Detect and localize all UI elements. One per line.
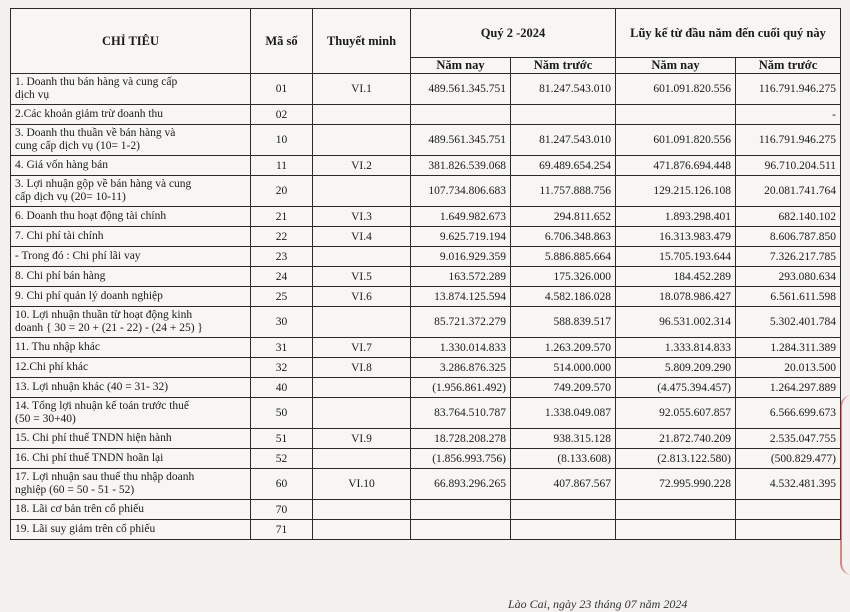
row-label-line: 9. Chi phí quản lý doanh nghiệp [15,290,163,302]
row-note: VI.7 [313,338,411,358]
table-row [11,469,841,500]
row-note: VI.10 [313,469,411,500]
row-note: VI.2 [313,156,411,176]
table-row [11,247,841,267]
row-label [11,449,251,469]
row-note [313,125,411,156]
row-label-line: 3. Doanh thu thuần về bán hàng và [15,127,176,139]
header-cumulative: Lũy kế từ đầu năm đến cuối quý này [616,9,841,58]
row-cumulative-current: 129.215.126.108 [616,176,736,207]
row-label-line: 18. Lãi cơ bản trên cổ phiếu [15,503,145,515]
row-note: VI.9 [313,429,411,449]
row-cumulative-previous: 1.264.297.889 [736,378,841,398]
red-stamp-edge [840,395,850,575]
row-cumulative-current: 184.452.289 [616,267,736,287]
row-label [11,378,251,398]
header-quarter-nam-nay: Năm nay [411,58,511,74]
row-code: 22 [251,227,313,247]
row-note: VI.5 [313,267,411,287]
row-quarter-current: 489.561.345.751 [411,125,511,156]
table-row [11,307,841,338]
row-label-line: cung cấp dịch vụ (10= 1-2) [15,140,140,152]
row-label-line: 14. Tổng lợi nhuận kế toán trước thuế [15,400,190,412]
row-quarter-current: 163.572.289 [411,267,511,287]
header-quarter: Quý 2 -2024 [411,9,616,58]
row-quarter-previous: 69.489.654.254 [511,156,616,176]
row-cumulative-previous: 20.013.500 [736,358,841,378]
row-note [313,378,411,398]
row-cumulative-previous: 96.710.204.511 [736,156,841,176]
row-note: VI.4 [313,227,411,247]
row-code: 32 [251,358,313,378]
row-code: 71 [251,520,313,540]
row-label [11,307,251,338]
row-note: VI.6 [313,287,411,307]
report-body [11,74,841,540]
row-code: 24 [251,267,313,287]
row-cumulative-current [616,500,736,520]
table-row [11,267,841,287]
row-cumulative-previous: 4.532.481.395 [736,469,841,500]
row-note [313,247,411,267]
row-label-line: dịch vụ [15,89,50,101]
row-note [313,520,411,540]
row-code: 52 [251,449,313,469]
table-row [11,358,841,378]
header-chi-tieu: CHỈ TIÊU [11,9,251,74]
row-label-line: - Trong đó : Chi phí lãi vay [15,250,141,262]
row-cumulative-current [616,520,736,540]
row-label-line: cấp dịch vụ (20= 10-11) [15,191,126,203]
table-row [11,378,841,398]
row-label [11,125,251,156]
row-label-line: 15. Chi phí thuế TNDN hiện hành [15,432,172,444]
table-row [11,449,841,469]
table-row [11,207,841,227]
row-label [11,338,251,358]
row-label [11,227,251,247]
row-quarter-previous: 11.757.888.756 [511,176,616,207]
row-label [11,176,251,207]
row-code: 51 [251,429,313,449]
row-quarter-current: (1.956.861.492) [411,378,511,398]
row-cumulative-current: 21.872.740.209 [616,429,736,449]
row-code: 02 [251,105,313,125]
row-quarter-previous: 514.000.000 [511,358,616,378]
row-label [11,429,251,449]
row-label [11,267,251,287]
row-quarter-current: 9.016.929.359 [411,247,511,267]
table-row [11,176,841,207]
row-cumulative-previous: 2.535.047.755 [736,429,841,449]
row-label [11,105,251,125]
row-cumulative-current: 5.809.209.290 [616,358,736,378]
table-row [11,500,841,520]
table-row [11,338,841,358]
row-label-line: 13. Lợi nhuận khác (40 = 31- 32) [15,381,169,393]
header-thuyet-minh: Thuyết minh [313,9,411,74]
row-cumulative-previous: 682.140.102 [736,207,841,227]
row-quarter-current: 85.721.372.279 [411,307,511,338]
row-note [313,449,411,469]
row-code: 23 [251,247,313,267]
row-code: 31 [251,338,313,358]
table-row [11,125,841,156]
row-cumulative-previous: 116.791.946.275 [736,74,841,105]
row-quarter-previous: 5.886.885.664 [511,247,616,267]
table-row [11,156,841,176]
row-quarter-previous: 175.326.000 [511,267,616,287]
row-quarter-current: 83.764.510.787 [411,398,511,429]
row-quarter-previous: 1.263.209.570 [511,338,616,358]
table-row [11,429,841,449]
row-label-line: 1. Doanh thu bán hàng và cung cấp [15,76,178,88]
row-quarter-previous: 81.247.543.010 [511,74,616,105]
row-quarter-previous: 938.315.128 [511,429,616,449]
row-quarter-previous: 81.247.543.010 [511,125,616,156]
row-code: 20 [251,176,313,207]
row-label [11,358,251,378]
row-quarter-current: (1.856.993.756) [411,449,511,469]
row-quarter-current: 13.874.125.594 [411,287,511,307]
row-code: 30 [251,307,313,338]
row-cumulative-current: 601.091.820.556 [616,74,736,105]
row-code: 70 [251,500,313,520]
row-quarter-current [411,500,511,520]
row-cumulative-previous [736,500,841,520]
row-cumulative-current: 471.876.694.448 [616,156,736,176]
row-code: 01 [251,74,313,105]
row-quarter-current: 3.286.876.325 [411,358,511,378]
row-label [11,469,251,500]
row-quarter-previous [511,500,616,520]
row-cumulative-current: 1.333.814.833 [616,338,736,358]
footer-date: Lào Cai, ngày 23 tháng 07 năm 2024 [508,597,688,611]
row-quarter-previous: 6.706.348.863 [511,227,616,247]
row-code: 10 [251,125,313,156]
row-quarter-current [411,105,511,125]
row-cumulative-current: 72.995.990.228 [616,469,736,500]
row-quarter-previous [511,105,616,125]
table-row [11,398,841,429]
row-quarter-current: 381.826.539.068 [411,156,511,176]
row-quarter-current: 18.728.208.278 [411,429,511,449]
row-quarter-previous [511,520,616,540]
row-quarter-previous: 294.811.652 [511,207,616,227]
row-cumulative-previous: 20.081.741.764 [736,176,841,207]
row-label [11,520,251,540]
row-cumulative-current: 15.705.193.644 [616,247,736,267]
row-label-line: 7. Chi phí tài chính [15,230,104,242]
table-row [11,287,841,307]
row-cumulative-previous: 6.561.611.598 [736,287,841,307]
row-quarter-current: 107.734.806.683 [411,176,511,207]
row-label-line: 6. Doanh thu hoạt động tài chính [15,210,167,222]
row-label-line: 16. Chi phí thuế TNDN hoãn lại [15,452,164,464]
row-note [313,500,411,520]
row-cumulative-current: 16.313.983.479 [616,227,736,247]
row-code: 21 [251,207,313,227]
table-row [11,74,841,105]
row-label-line: (50 = 30+40) [15,413,76,425]
row-quarter-current: 1.330.014.833 [411,338,511,358]
header-cumulative-nam-nay: Năm nay [616,58,736,74]
row-quarter-previous: 4.582.186.028 [511,287,616,307]
row-code: 50 [251,398,313,429]
row-note: VI.1 [313,74,411,105]
row-label [11,207,251,227]
row-cumulative-previous: 8.606.787.850 [736,227,841,247]
income-statement-table [10,8,841,540]
income-statement-sheet [10,8,840,540]
header-quarter-nam-truoc: Năm trước [511,58,616,74]
row-label [11,398,251,429]
row-cumulative-previous: 6.566.699.673 [736,398,841,429]
row-note: VI.8 [313,358,411,378]
row-code: 25 [251,287,313,307]
row-note [313,105,411,125]
row-code: 60 [251,469,313,500]
row-cumulative-previous: - [736,105,841,125]
row-quarter-current: 9.625.719.194 [411,227,511,247]
row-cumulative-current: (2.813.122.580) [616,449,736,469]
row-label-line: 3. Lợi nhuận gộp về bán hàng và cung [15,178,192,190]
row-note [313,398,411,429]
row-cumulative-current: 18.078.986.427 [616,287,736,307]
row-cumulative-current: 92.055.607.857 [616,398,736,429]
row-code: 40 [251,378,313,398]
row-note: VI.3 [313,207,411,227]
header-ma-so: Mã số [251,9,313,74]
row-cumulative-previous: 1.284.311.389 [736,338,841,358]
row-cumulative-current: 96.531.002.314 [616,307,736,338]
row-label-line: 19. Lãi suy giảm trên cổ phiếu [15,523,156,535]
row-quarter-previous: 407.867.567 [511,469,616,500]
row-note [313,176,411,207]
row-label [11,287,251,307]
row-cumulative-previous: 7.326.217.785 [736,247,841,267]
row-label-line: 11. Thu nhập khác [15,341,100,353]
row-label-line: 10. Lợi nhuận thuần từ hoạt động kinh [15,309,193,321]
row-quarter-previous: 588.839.517 [511,307,616,338]
row-label [11,156,251,176]
row-label-line: 8. Chi phí bán hàng [15,270,106,282]
row-label [11,500,251,520]
row-code: 11 [251,156,313,176]
row-quarter-previous: (8.133.608) [511,449,616,469]
row-cumulative-current: 601.091.820.556 [616,125,736,156]
row-label-line: doanh { 30 = 20 + (21 - 22) - (24 + 25) } [15,322,203,334]
table-row [11,105,841,125]
row-note [313,307,411,338]
header-cumulative-nam-truoc: Năm trước [736,58,841,74]
row-label [11,74,251,105]
row-cumulative-previous [736,520,841,540]
row-quarter-current: 489.561.345.751 [411,74,511,105]
row-label-line: 2.Các khoản giảm trừ doanh thu [15,108,164,120]
row-label-line: 4. Giá vốn hàng bán [15,159,108,171]
row-cumulative-previous: 293.080.634 [736,267,841,287]
row-quarter-current [411,520,511,540]
row-quarter-previous: 749.209.570 [511,378,616,398]
row-quarter-current: 1.649.982.673 [411,207,511,227]
row-cumulative-current: (4.475.394.457) [616,378,736,398]
table-row [11,520,841,540]
row-cumulative-previous: 5.302.401.784 [736,307,841,338]
row-quarter-previous: 1.338.049.087 [511,398,616,429]
table-row [11,227,841,247]
row-label-line: 12.Chi phí khác [15,361,89,373]
row-cumulative-previous: (500.829.477) [736,449,841,469]
row-label-line: nghiệp (60 = 50 - 51 - 52) [15,484,135,496]
row-label-line: 17. Lợi nhuận sau thuế thu nhập doanh [15,471,195,483]
row-label [11,247,251,267]
row-cumulative-current [616,105,736,125]
row-cumulative-current: 1.893.298.401 [616,207,736,227]
row-cumulative-previous: 116.791.946.275 [736,125,841,156]
row-quarter-current: 66.893.296.265 [411,469,511,500]
